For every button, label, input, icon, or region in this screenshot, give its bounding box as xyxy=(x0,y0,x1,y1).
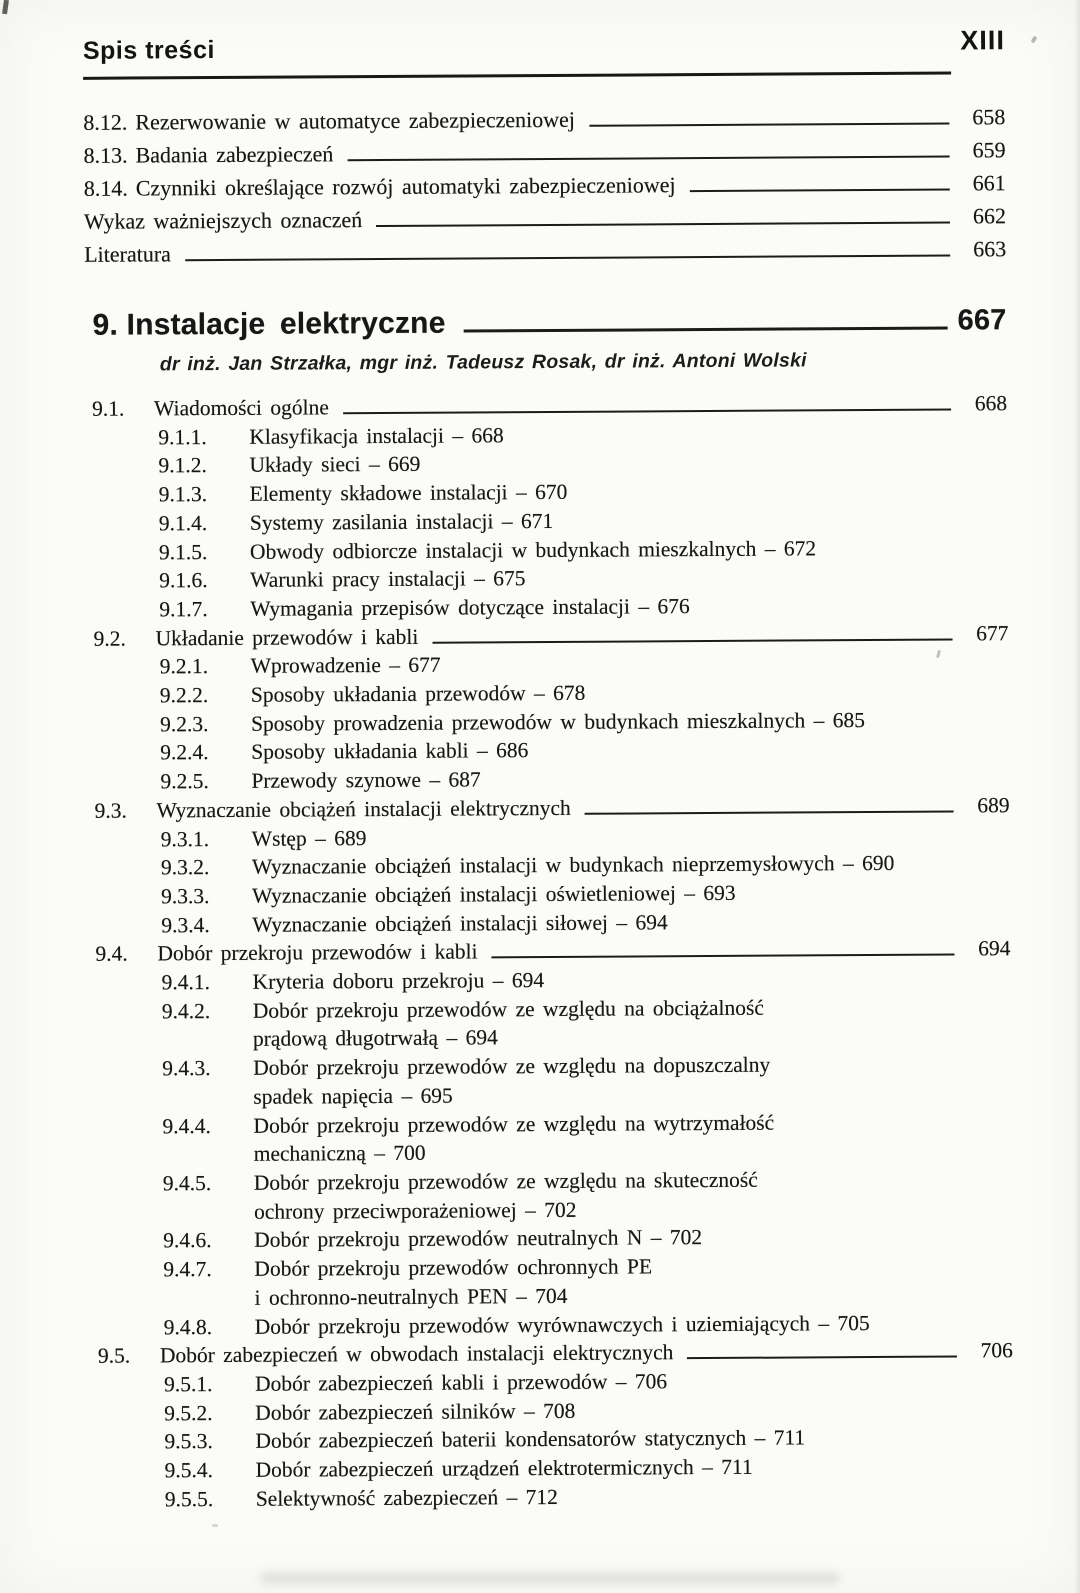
leader-line xyxy=(432,638,952,643)
entry-number: 9.5.5. xyxy=(164,1486,214,1512)
entry-title: Układanie przewodów i kabli xyxy=(155,624,419,651)
toc-entry xyxy=(84,199,1006,238)
toc-subsection-entry xyxy=(162,1049,1011,1112)
entry-text: Warunki pracy instalacji – 675 xyxy=(250,566,526,593)
entry-number: 9.1.5. xyxy=(158,539,208,564)
entry-page-number: 663 xyxy=(973,236,1007,262)
toc-subsection-entry xyxy=(161,848,1010,882)
entry-number: 9.3.3. xyxy=(161,884,210,909)
entry-text: Sposoby układania kabli – 686 xyxy=(251,738,529,765)
entry-number: 9.3. xyxy=(94,798,127,823)
entry-number: 9.1.2. xyxy=(158,453,207,478)
entry-text: Wstęp – 689 xyxy=(251,825,367,851)
page-title: Spis treści xyxy=(82,36,215,65)
toc-entry xyxy=(84,166,1006,205)
entry-text: Sposoby prowadzenia przewodów w budynkach mieszkalnych – 685 xyxy=(250,707,866,736)
page-content xyxy=(83,0,1014,1514)
entry-text: Systemy zasilania instalacji – 671 xyxy=(249,508,554,535)
entry-text: Układy sieci – 669 xyxy=(249,452,421,478)
entry-number: 9.2.1. xyxy=(159,654,209,679)
entry-number: 9.4. xyxy=(95,941,128,967)
entry-text: Klasyfikacja instalacji – 668 xyxy=(249,422,504,449)
entry-title: Wiadomości ogólne xyxy=(154,395,329,421)
chapter-heading-row xyxy=(85,302,1007,344)
section-entry-list xyxy=(85,389,1014,1514)
entry-number: 9.5.3. xyxy=(164,1429,213,1454)
entry-text: Selektywność zabezpieczeń – 712 xyxy=(255,1484,558,1511)
entry-text: Dobór przekroju przewodów ze względu na obciążalność prądową długotrwałą – 694 xyxy=(252,995,764,1052)
entry-number: 9.1. xyxy=(92,396,125,421)
entry-number: 9.1.1. xyxy=(158,424,207,450)
leader-line xyxy=(690,189,950,193)
scan-speck xyxy=(1031,35,1038,43)
scan-smudge xyxy=(260,1572,840,1584)
entry-number: 9.1.3. xyxy=(158,482,208,507)
entry-text: Wprowadzenie – 677 xyxy=(250,652,441,679)
entry-text: Dobór przekroju przewodów ze względu na skuteczność ochrony przeciwporażeniowej – 702 xyxy=(253,1167,758,1224)
entry-number: 9.4.7. xyxy=(163,1257,212,1282)
entry-title: Wyznaczanie obciążeń instalacji elektrycznych xyxy=(156,795,571,823)
entry-page-number: 706 xyxy=(980,1338,1013,1363)
entry-number: 9.4.1. xyxy=(161,970,211,995)
entry-number: 9.4.5. xyxy=(162,1171,212,1196)
entry-number: 9.1.6. xyxy=(159,568,208,593)
entry-number: 8.14. xyxy=(83,175,128,201)
leader-line xyxy=(464,327,948,333)
leader-line xyxy=(347,156,949,162)
entry-number: 9.4.6. xyxy=(163,1228,212,1253)
entry-title: Literatura xyxy=(84,241,171,267)
leader-line xyxy=(589,123,949,127)
entry-number: 9.4.4. xyxy=(162,1113,211,1138)
entry-page-number: 694 xyxy=(978,936,1011,961)
entry-number: 9.2.2. xyxy=(159,683,209,708)
entry-title: Dobór przekroju przewodów i kabli xyxy=(157,939,478,966)
entry-page-number: 689 xyxy=(977,793,1010,818)
entry-page-number: 662 xyxy=(972,203,1007,229)
toc-subsection-entry xyxy=(162,1107,1011,1170)
scan-corner-mark xyxy=(2,0,9,14)
entry-number: 9.2.3. xyxy=(159,711,209,737)
chapter-authors: dr inż. Jan Strzałka, mgr inż. Tadeusz Rosak, dr inż. Antoni Wolski xyxy=(159,349,807,376)
leader-line xyxy=(585,810,954,814)
header-rule xyxy=(83,71,951,79)
entry-text: Wyznaczanie obciążeń instalacji w budynkach nieprzemysłowych – 690 xyxy=(251,851,895,880)
scan-edge-shade xyxy=(1074,0,1080,1593)
front-entry-list xyxy=(83,100,1006,271)
entry-number: 9.2.5. xyxy=(160,769,209,794)
entry-page-number: 668 xyxy=(974,391,1008,416)
entry-number: 9.4.8. xyxy=(163,1314,213,1339)
entry-number: 9.1.7. xyxy=(159,596,208,622)
entry-text: Dobór zabezpieczeń urządzeń elektrotermicznych – 711 xyxy=(255,1454,753,1482)
leader-line xyxy=(185,255,950,262)
entry-number: 9.2.4. xyxy=(160,740,209,765)
entry-text: Przewody szynowe – 687 xyxy=(251,767,481,793)
entry-page-number: 661 xyxy=(972,170,1006,196)
entry-text: Wyznaczanie obciążeń instalacji siłowej – 694 xyxy=(252,909,668,937)
entry-text: Dobór przekroju przewodów wyrównawczych i uziemiających – 705 xyxy=(254,1310,870,1339)
entry-text: Kryteria doboru przekroju – 694 xyxy=(252,968,545,994)
entry-title: Dobór zabezpieczeń w obwodach instalacji elektrycznych xyxy=(159,1340,674,1368)
toc-subsection-entry xyxy=(165,1480,1014,1514)
entry-text: Wymagania przepisów dotyczące instalacji – 676 xyxy=(250,594,690,621)
leader-line xyxy=(376,222,950,228)
entry-number: 9.5.2. xyxy=(164,1400,213,1425)
chapter-title: Instalacje elektryczne xyxy=(126,306,446,342)
page-header xyxy=(83,0,1005,77)
toc-subsection-entry xyxy=(163,1250,1012,1313)
entry-number: 9.3.4. xyxy=(161,912,210,938)
entry-number: 9.5.1. xyxy=(164,1371,213,1397)
entry-title: Rezerwowanie w automatyce zabezpieczeniowej xyxy=(135,106,576,135)
entry-text: Dobór przekroju przewodów ochronnych PE i ochronno-neutralnych PEN – 704 xyxy=(254,1254,653,1310)
entry-number: 9.5.4. xyxy=(164,1458,214,1483)
leader-line xyxy=(492,954,955,959)
entry-text: Dobór przekroju przewodów ze względu na wytrzymałość mechaniczną – 700 xyxy=(253,1110,775,1167)
toc-entry xyxy=(84,232,1006,271)
entry-text: Obwody odbiorcze instalacji w budynkach mieszkalnych – 672 xyxy=(249,535,817,564)
entry-text: Elementy składowe instalacji – 670 xyxy=(249,479,568,506)
entry-text: Dobór zabezpieczeń kabli i przewodów – 706 xyxy=(255,1369,668,1396)
entry-page-number: 677 xyxy=(976,620,1009,645)
entry-page-number: 658 xyxy=(972,104,1006,130)
entry-title: Wykaz ważniejszych oznaczeń xyxy=(83,207,363,234)
entry-number: 8.13. xyxy=(83,142,128,168)
toc-subsection-entry xyxy=(162,992,1011,1055)
toc-subsection-entry xyxy=(163,1164,1012,1227)
entry-text: Dobór przekroju przewodów ze względu na dopuszczalny spadek napięcia – 695 xyxy=(253,1052,771,1109)
chapter-page-number: 667 xyxy=(957,304,1007,337)
entry-text: Sposoby układania przewodów – 678 xyxy=(250,680,586,707)
entry-number: 9.1.4. xyxy=(158,510,208,536)
scan-speck xyxy=(212,1524,218,1527)
entry-text: Dobór zabezpieczeń baterii kondensatorów statycznych – 711 xyxy=(255,1425,806,1454)
entry-page-number: 659 xyxy=(972,137,1006,163)
entry-number: 9.2. xyxy=(93,626,126,651)
entry-text: Dobór zabezpieczeń silników – 708 xyxy=(255,1398,576,1425)
entry-text: Dobór przekroju przewodów neutralnych N – 702 xyxy=(254,1225,703,1253)
entry-number: 9.3.2. xyxy=(160,855,210,880)
entry-number: 9.5. xyxy=(97,1343,131,1368)
entry-title: Badania zabezpieczeń xyxy=(135,141,334,168)
chapter-number: 9. xyxy=(92,308,119,342)
toc-entry xyxy=(83,100,1005,139)
chapter-heading xyxy=(85,302,1007,378)
entry-number: 8.12. xyxy=(83,109,128,135)
entry-text: Wyznaczanie obciążeń instalacji oświetleniowej – 693 xyxy=(252,880,736,908)
leader-line xyxy=(687,1356,957,1360)
leader-line xyxy=(343,409,951,415)
page-number: XIII xyxy=(960,25,1005,56)
toc-entry xyxy=(83,133,1005,172)
entry-title: Czynniki określające rozwój automatyki zabezpieczeniowej xyxy=(135,172,676,201)
entry-number: 9.3.1. xyxy=(160,826,210,851)
entry-number: 9.4.3. xyxy=(162,1056,211,1081)
entry-number: 9.4.2. xyxy=(161,998,211,1024)
